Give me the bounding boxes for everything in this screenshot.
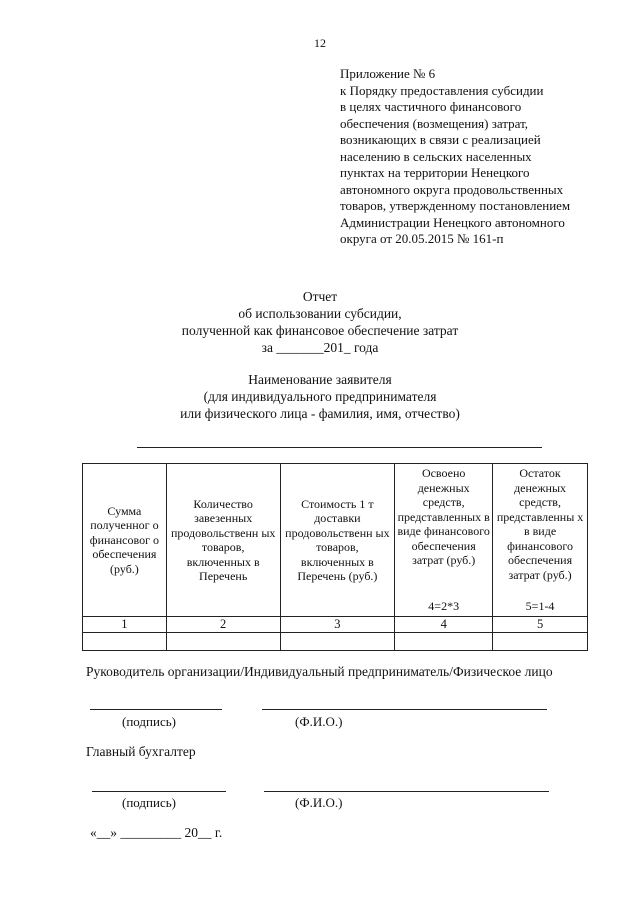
applicant-line: или физического лица - фамилия, имя, отчество) [180, 406, 460, 421]
signature-caption: (подпись) [122, 714, 176, 729]
appendix-line: автономного округа продовольственных [340, 181, 564, 197]
title-line: Отчет [302, 289, 338, 304]
header-cell [493, 464, 588, 617]
applicant-label [0, 371, 640, 422]
header-text: Остаток денежных средств, представленны х в виде финансового обеспечения затрат (руб.) [496, 466, 584, 582]
appendix-line: пунктах на территории Ненецкого [340, 165, 530, 180]
header-cell [83, 464, 167, 617]
appendix-line: товаров, утвержденному постановлением [340, 198, 571, 213]
header-text: Освоено денежных средств, представленных в виде финансового обеспечения затрат (руб.) [397, 466, 490, 567]
column-number: 1 [83, 617, 167, 633]
report-title [0, 288, 640, 356]
table-cell[interactable] [83, 633, 167, 651]
header-text: Сумма полученног о финансовог о обеспечения (руб.) [89, 503, 159, 576]
header-text: Количество завезенных продовольственн ых товаров, включенных в Перечень [170, 496, 276, 583]
appendix-line: в целях частичного финансового [340, 99, 522, 114]
appendix-line: обеспечения (возмещения) затрат, [340, 115, 529, 131]
appendix-line: Администрации Ненецкого автономного [340, 214, 565, 230]
name-caption: (Ф.И.О.) [295, 714, 343, 729]
appendix-line: возникающих в связи с реализацией [340, 132, 541, 147]
table-cell[interactable] [493, 633, 588, 651]
header-cell [166, 464, 280, 617]
appendix-line: округа от 20.05.2015 № 161-п [340, 231, 504, 246]
table-header-row [83, 464, 588, 617]
table-number-row [83, 617, 588, 633]
head-signer-title: Руководитель организации/Индивидуальный предприниматель/Физическое лицо [86, 664, 553, 679]
accountant-title: Главный бухгалтер [86, 744, 196, 759]
accountant-name-field[interactable] [264, 791, 549, 792]
column-number: 2 [166, 617, 280, 633]
accountant-signature-field[interactable] [92, 791, 226, 792]
report-table [82, 463, 588, 651]
applicant-line: (для индивидуального предпринимателя [203, 389, 437, 404]
report-period: за _______201_ года [261, 340, 379, 355]
appendix-line: к Порядку предоставления субсидии [340, 82, 544, 98]
appendix-line: Приложение № 6 [340, 66, 436, 81]
header-cell [280, 464, 395, 617]
head-signature-field[interactable] [90, 709, 222, 710]
date-line: «__» _________ 20__ г. [90, 825, 223, 840]
name-caption: (Ф.И.О.) [295, 795, 343, 810]
table-cell[interactable] [166, 633, 280, 651]
column-number: 4 [395, 617, 493, 633]
table-cell[interactable] [395, 633, 493, 651]
header-cell [395, 464, 493, 617]
header-text: Стоимость 1 т доставки продовольственн ых товаров, включенных в Перечень (руб.) [285, 496, 390, 583]
applicant-name-field[interactable] [137, 447, 542, 448]
column-number: 3 [280, 617, 395, 633]
applicant-line: Наименование заявителя [248, 372, 392, 387]
table-row [83, 633, 588, 651]
head-name-field[interactable] [262, 709, 547, 710]
header-formula: 5=1-4 [525, 598, 555, 613]
table-cell[interactable] [280, 633, 395, 651]
title-line: полученной как финансовое обеспечение затрат [181, 323, 459, 338]
appendix-header [340, 66, 620, 248]
signature-caption: (подпись) [122, 795, 176, 810]
title-line: об использовании субсидии, [238, 306, 402, 321]
column-number: 5 [493, 617, 588, 633]
page-number: 12 [314, 36, 326, 50]
appendix-line: населению в сельских населенных [340, 148, 532, 164]
header-formula: 4=2*3 [428, 598, 460, 613]
